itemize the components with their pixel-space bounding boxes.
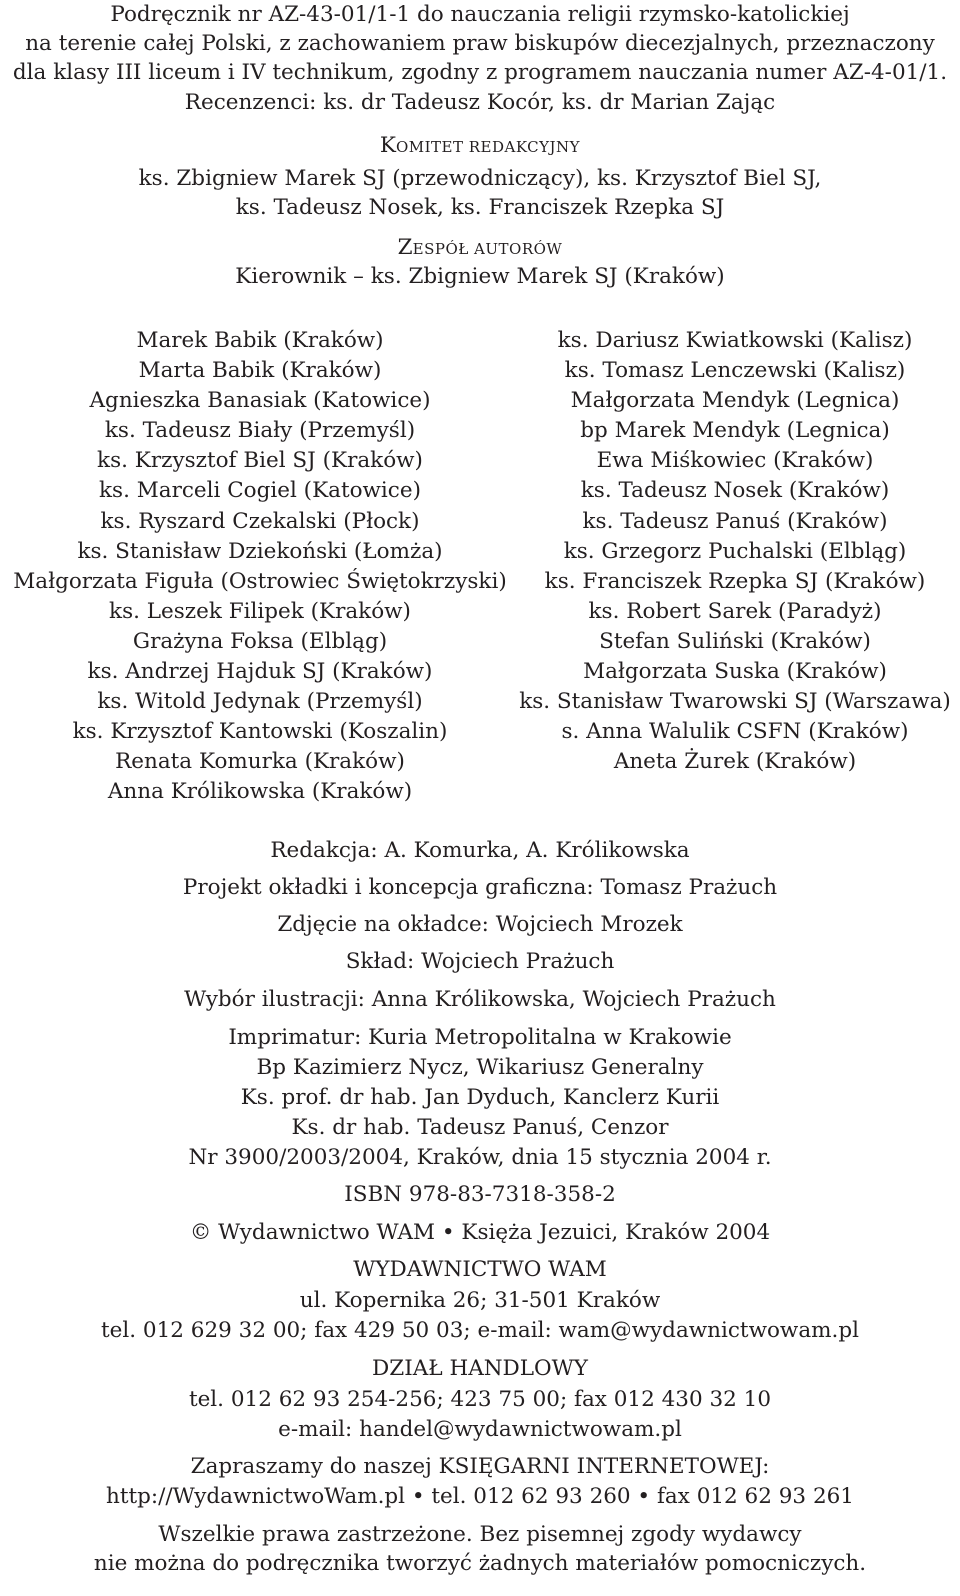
editing-credit: Redakcja: A. Komurka, A. Królikowska <box>270 838 690 863</box>
sales-heading: DZIAŁ HANDLOWY <box>372 1356 588 1381</box>
intro-line: na terenie całej Polski, z zachowaniem praw biskupów diecezjalnych, przeznaczony <box>25 31 935 56</box>
committee-line: ks. Tadeusz Nosek, ks. Franciszek Rzepka SJ <box>235 195 725 220</box>
heading-rest: ESPÓŁ AUTORÓW <box>412 240 563 258</box>
author-name: Anna Królikowska (Kraków) <box>107 779 413 805</box>
author-name: Małgorzata Figuła (Ostrowiec Świętokrzyski) <box>13 568 507 594</box>
author-name: Grażyna Foksa (Elbląg) <box>132 628 388 654</box>
author-name: ks. Andrzej Hajduk SJ (Kraków) <box>87 659 433 685</box>
author-name: Marta Babik (Kraków) <box>138 358 382 384</box>
heading-initial: Z <box>397 235 413 260</box>
heading-initial: K <box>379 133 396 158</box>
reviewers-line: Recenzenci: ks. dr Tadeusz Kocór, ks. dr Marian Zając <box>184 90 776 115</box>
author-name: ks. Robert Sarek (Paradyż) <box>588 598 882 624</box>
author-name: Marek Babik (Kraków) <box>136 328 384 353</box>
sales-phone: tel. 012 62 93 254-256; 423 75 00; fax 012 430 32 10 <box>188 1387 772 1412</box>
author-name: Małgorzata Suska (Kraków) <box>583 659 887 685</box>
isbn: ISBN 978-83-7318-358-2 <box>344 1182 616 1207</box>
author-name: Małgorzata Mendyk (Legnica) <box>570 388 900 414</box>
authors-heading <box>0 233 960 264</box>
author-name: ks. Stanisław Dziekoński (Łomża) <box>77 538 443 564</box>
copyright: © Wydawnictwo WAM • Księża Jezuici, Kraków 2004 <box>189 1220 771 1245</box>
committee-line: ks. Zbigniew Marek SJ (przewodniczący), ks. Krzysztof Biel SJ, <box>138 166 822 191</box>
typesetting-credit: Skład: Wojciech Prażuch <box>345 949 615 974</box>
author-name: Aneta Żurek (Kraków) <box>613 749 857 775</box>
authors-right-column <box>510 326 960 777</box>
imprimatur-line: Nr 3900/2003/2004, Kraków, dnia 15 stycznia 2004 r. <box>188 1145 772 1170</box>
cover-design-credit: Projekt okładki i koncepcja graficzna: Tomasz Prażuch <box>182 875 778 900</box>
author-name: ks. Grzegorz Puchalski (Elbląg) <box>563 538 907 564</box>
authors-left-column <box>0 326 520 808</box>
publisher-contact: tel. 012 629 32 00; fax 429 50 03; e-mail: wam@wydawnictwowam.pl <box>100 1318 859 1343</box>
imprimatur-line: Imprimatur: Kuria Metropolitalna w Krakowie <box>228 1025 732 1050</box>
author-name: Stefan Suliński (Kraków) <box>599 628 871 654</box>
author-name: ks. Krzysztof Biel SJ (Kraków) <box>97 448 423 474</box>
rights-notice: nie można do podręcznika tworzyć żadnych materiałów pomocniczych. <box>93 1551 867 1576</box>
editorial-committee-heading <box>0 131 960 162</box>
intro-line: dla klasy III liceum i IV technikum, zgodny z programem nauczania numer AZ-4-01/1. <box>12 60 948 85</box>
imprimatur-line: Ks. dr hab. Tadeusz Panuś, Cenzor <box>291 1115 669 1140</box>
bookstore-invite: Zapraszamy do naszej KSIĘGARNI INTERNETOWEJ: <box>190 1454 770 1479</box>
intro-line: Podręcznik nr AZ-43-01/1-1 do nauczania religii rzymsko-katolickiej <box>110 2 850 27</box>
publisher-name: WYDAWNICTWO WAM <box>353 1257 607 1282</box>
author-name: ks. Ryszard Czekalski (Płock) <box>100 508 420 534</box>
sales-email: e-mail: handel@wydawnictwowam.pl <box>278 1417 682 1442</box>
imprimatur-line: Ks. prof. dr hab. Jan Dyduch, Kanclerz Kurii <box>240 1085 720 1110</box>
author-name: ks. Tomasz Lenczewski (Kalisz) <box>564 358 906 384</box>
author-name: ks. Tadeusz Panuś (Kraków) <box>582 508 888 534</box>
author-name: ks. Tadeusz Biały (Przemyśl) <box>104 418 416 444</box>
author-name: Ewa Miśkowiec (Kraków) <box>596 448 874 474</box>
author-name: Agnieszka Banasiak (Katowice) <box>89 388 431 414</box>
author-name: ks. Stanisław Twarowski SJ (Warszawa) <box>519 689 951 715</box>
author-name: ks. Marceli Cogiel (Katowice) <box>99 478 421 504</box>
author-name: ks. Franciszek Rzepka SJ (Kraków) <box>544 568 926 594</box>
heading-rest: OMITET REDAKCYJNY <box>395 138 581 156</box>
imprimatur-line: Bp Kazimierz Nycz, Wikariusz Generalny <box>256 1055 704 1080</box>
author-name: ks. Witold Jedynak (Przemyśl) <box>97 689 423 715</box>
illustrations-credit: Wybór ilustracji: Anna Królikowska, Wojciech Prażuch <box>184 987 776 1012</box>
publisher-address: ul. Kopernika 26; 31-501 Kraków <box>299 1288 661 1313</box>
author-name: Renata Komurka (Kraków) <box>115 749 405 775</box>
author-name: ks. Dariusz Kwiatkowski (Kalisz) <box>557 328 913 353</box>
bookstore-contact: http://WydawnictwoWam.pl • tel. 012 62 93 260 • fax 012 62 93 261 <box>106 1484 854 1509</box>
authors-leader: Kierownik – ks. Zbigniew Marek SJ (Kraków) <box>235 264 725 289</box>
cover-photo-credit: Zdjęcie na okładce: Wojciech Mrozek <box>277 912 683 937</box>
author-name: ks. Tadeusz Nosek (Kraków) <box>580 478 890 504</box>
author-name: ks. Krzysztof Kantowski (Koszalin) <box>72 719 448 745</box>
author-name: ks. Leszek Filipek (Kraków) <box>109 598 411 624</box>
rights-notice: Wszelkie prawa zastrzeżone. Bez pisemnej zgody wydawcy <box>158 1522 802 1547</box>
author-name: bp Marek Mendyk (Legnica) <box>580 418 890 444</box>
author-name: s. Anna Walulik CSFN (Kraków) <box>561 719 909 745</box>
